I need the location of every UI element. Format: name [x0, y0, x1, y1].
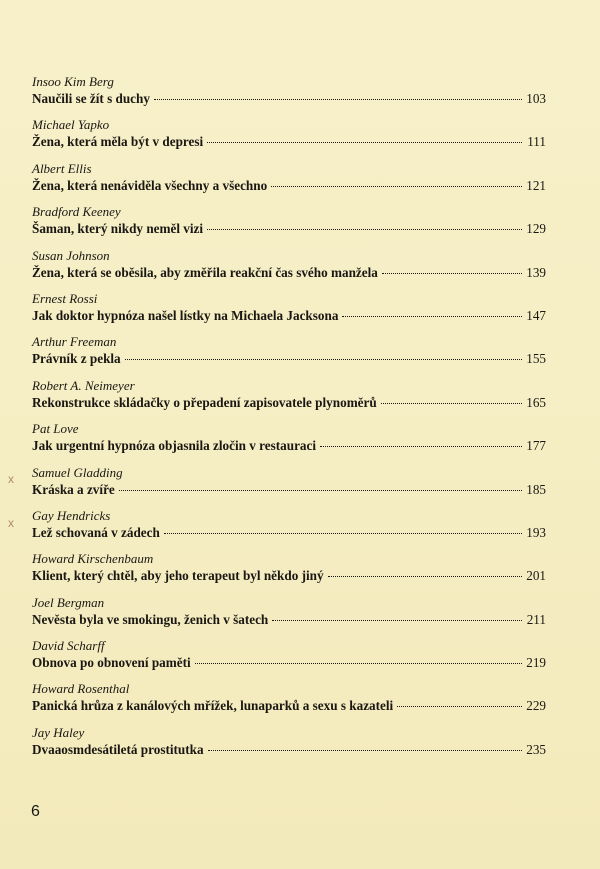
- toc-line: [32, 437, 546, 455]
- toc-entry: [32, 551, 546, 594]
- toc-title: Obnova po obnovení paměti: [32, 655, 191, 671]
- toc-author: Gay Hendricks: [32, 507, 111, 523]
- toc-title: Naučili se žít s duchy: [32, 91, 150, 106]
- toc-author: Samuel Gladding: [32, 464, 123, 480]
- toc-entry: [32, 465, 546, 508]
- toc-line: [32, 741, 546, 759]
- margin-mark: x: [8, 516, 14, 530]
- toc-title: Právník z pekla: [32, 351, 121, 367]
- toc-line: [32, 481, 546, 499]
- toc-entry: [32, 595, 546, 638]
- toc-line: [32, 611, 546, 629]
- toc-author: Michael Yapko: [32, 117, 110, 133]
- toc-page-number: 121: [526, 177, 546, 193]
- toc-entry: [32, 508, 546, 551]
- table-of-contents: [32, 74, 546, 768]
- toc-entry: [32, 638, 546, 681]
- toc-page-number: 229: [526, 698, 546, 714]
- toc-line: [32, 524, 546, 542]
- dot-leader: [207, 142, 522, 143]
- dot-leader: [320, 446, 522, 447]
- toc-entry: [32, 681, 546, 724]
- toc-entry: [32, 291, 546, 334]
- margin-mark: x: [8, 472, 14, 486]
- toc-line: [32, 177, 546, 195]
- toc-title: Jak doktor hypnóza našel lístky na Michaela Jacksona: [32, 307, 339, 323]
- toc-author: Joel Bergman: [32, 594, 105, 610]
- toc-author: Jay Haley: [32, 724, 85, 740]
- toc-author: Robert A. Neimeyer: [32, 377, 135, 393]
- dot-leader: [207, 229, 522, 230]
- toc-page-number: 193: [526, 524, 546, 540]
- toc-title: Lež schovaná v zádech: [32, 524, 160, 540]
- toc-page-number: 201: [526, 568, 546, 584]
- toc-page-number: 177: [526, 438, 546, 454]
- toc-entry: [32, 204, 546, 247]
- dot-leader: [382, 273, 522, 274]
- toc-title: Rekonstrukce skládačky o přepadení zapisovatele plynoměrů: [32, 394, 377, 410]
- toc-entry: [32, 378, 546, 421]
- toc-line: [32, 350, 546, 368]
- toc-title: Šaman, který nikdy neměl vizi: [32, 221, 204, 237]
- toc-title: Žena, která se oběsila, aby změřila reakční čas svého manžela: [32, 264, 378, 280]
- toc-page-number: 139: [526, 264, 546, 280]
- toc-title: Žena, která nenáviděla všechny a všechno: [32, 177, 268, 193]
- toc-author: Howard Kirschenbaum: [32, 551, 154, 567]
- dot-leader: [271, 186, 522, 187]
- toc-title: Kráska a zvíře: [32, 481, 115, 497]
- toc-title: Nevěsta byla ve smokingu, ženich v šatech: [32, 611, 269, 627]
- toc-line: [32, 697, 546, 715]
- dot-leader: [119, 490, 522, 491]
- toc-page-number: 165: [526, 394, 546, 410]
- toc-entry: [32, 334, 546, 377]
- toc-title: Panická hrůza z kanálových mřížek, lunaparků a sexu s kazateli: [32, 698, 394, 714]
- toc-author: Howard Rosenthal: [32, 681, 130, 697]
- dot-leader: [164, 533, 522, 534]
- toc-page-number: 211: [526, 611, 546, 627]
- toc-page-number: 185: [526, 481, 546, 497]
- toc-entry: [32, 421, 546, 464]
- dot-leader: [381, 403, 522, 404]
- dot-leader: [272, 620, 522, 621]
- toc-author: Albert Ellis: [32, 160, 92, 176]
- toc-title: Žena, která měla být v depresi: [32, 134, 204, 150]
- toc-author: Insoo Kim Berg: [32, 74, 114, 89]
- toc-author: Susan Johnson: [32, 247, 110, 263]
- toc-page-number: 111: [527, 134, 546, 150]
- toc-title: Klient, který chtěl, aby jeho terapeut byl někdo jiný: [32, 568, 324, 584]
- dot-leader: [208, 750, 522, 751]
- toc-page-number: 219: [526, 655, 546, 671]
- toc-entry: [32, 74, 546, 117]
- page-number: 6: [31, 803, 40, 820]
- toc-line: [32, 307, 546, 325]
- toc-title: Dvaaosmdesátiletá prostitutka: [32, 741, 204, 757]
- toc-entry: [32, 117, 546, 160]
- toc-line: [32, 567, 546, 585]
- dot-leader: [397, 706, 522, 707]
- toc-page-number: 103: [526, 91, 546, 106]
- toc-entry: [32, 161, 546, 204]
- toc-author: David Scharff: [32, 638, 105, 654]
- toc-page-number: 147: [526, 307, 546, 323]
- toc-entry: [32, 248, 546, 291]
- toc-author: Ernest Rossi: [32, 290, 98, 306]
- toc-author: Bradford Keeney: [32, 204, 121, 220]
- toc-author: Pat Love: [32, 421, 79, 437]
- toc-line: [32, 90, 546, 108]
- toc-line: [32, 394, 546, 412]
- toc-author: Arthur Freeman: [32, 334, 117, 350]
- dot-leader: [195, 663, 522, 664]
- toc-line: [32, 133, 546, 151]
- toc-line: [32, 264, 546, 282]
- dot-leader: [328, 576, 522, 577]
- toc-title: Jak urgentní hypnóza objasnila zločin v restauraci: [32, 438, 317, 454]
- toc-page-number: 155: [526, 351, 546, 367]
- toc-line: [32, 654, 546, 672]
- dot-leader: [154, 99, 522, 100]
- toc-page-number: 129: [526, 221, 546, 237]
- dot-leader: [125, 359, 522, 360]
- toc-entry: [32, 725, 546, 768]
- toc-line: [32, 220, 546, 238]
- toc-page-number: 235: [526, 741, 546, 757]
- dot-leader: [342, 316, 522, 317]
